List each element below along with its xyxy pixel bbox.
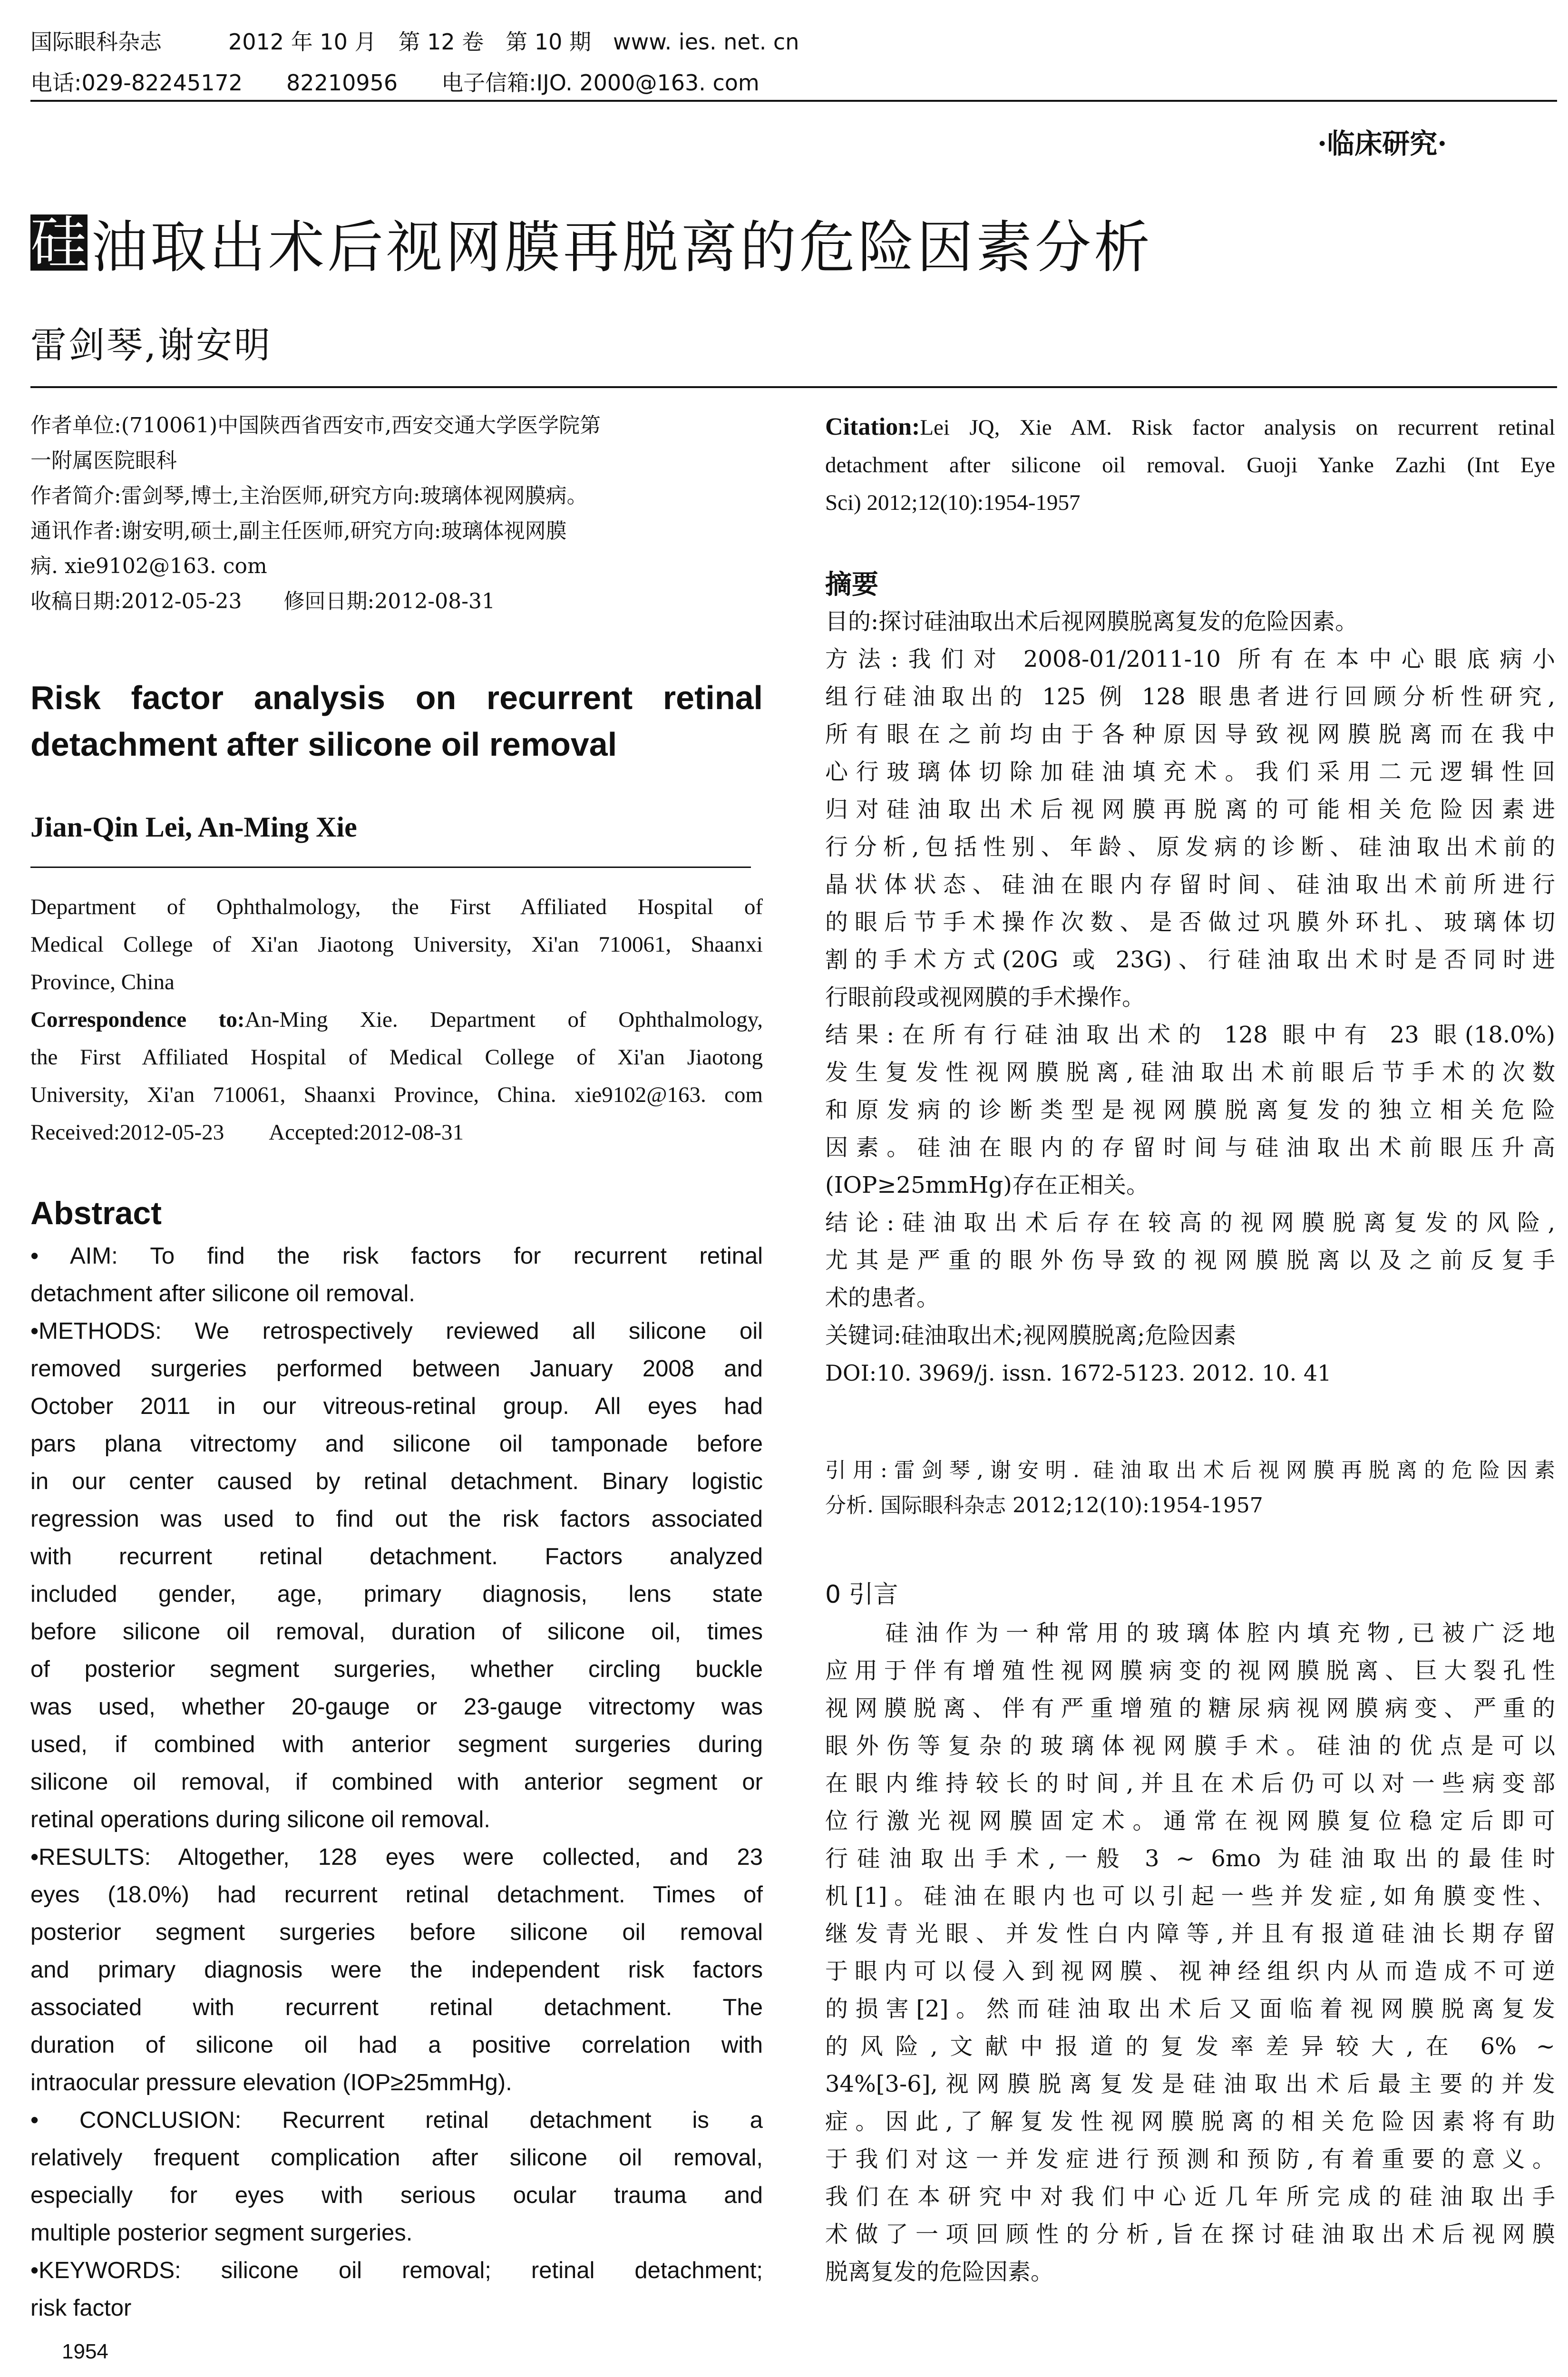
title-text: 油取出术后视网膜再脱离的危险因素分析 — [91, 214, 1153, 280]
intro-line: 我们在本研究中对我们中心近几年所完成的硅油取出手 — [825, 2183, 1555, 2210]
english-title — [30, 674, 763, 768]
abstract-line: silicone oil removal, if combined with anterior segment or — [30, 1769, 763, 1795]
abstract-line: was used, whether 20-gauge or 23-gauge vitrectomy was — [30, 1694, 763, 1720]
intro-line: 症。因此,了解复发性视网膜脱离的相关危险因素将有助 — [825, 2108, 1555, 2135]
abstract-line: before silicone oil removal, duration of silicone oil, times — [30, 1619, 763, 1645]
abstract-line: with recurrent retinal detachment. Factors analyzed — [30, 1544, 763, 1569]
intro-line: 位行激光视网膜固定术。通常在视网膜复位稳定后即可 — [825, 1808, 1555, 1834]
abstract-line: posterior segment surgeries before silicone oil removal — [30, 1919, 763, 1945]
left-meta — [30, 408, 763, 619]
cn-abstract-line: 因素。硅油在眼内的存留时间与硅油取出术前眼压升高 — [825, 1134, 1555, 1161]
correspondence-line: University, Xi'an 710061, Shaanxi Province, China. xie9102@163. com — [30, 1082, 763, 1107]
abstract-line: October 2011 in our vitreous-retinal group. All eyes had — [30, 1393, 763, 1419]
received-accepted: Received:2012-05-23 Accepted:2012-08-31 — [30, 1120, 464, 1145]
cn-abstract-line: 行眼前段或视网膜的手术操作。 — [825, 984, 1145, 1011]
meta-line: 收稿日期:2012-05-23 修回日期:2012-08-31 — [30, 589, 496, 614]
correspondence-line: the First Affiliated Hospital of Medical College of Xi'an Jiaotong — [30, 1045, 763, 1070]
intro-line: 机[1]。硅油在眼内也可以引起一些并发症,如角膜变性、 — [825, 1883, 1555, 1909]
authors-rule — [30, 867, 751, 868]
intro-line: 硅油作为一种常用的玻璃体腔内填充物,已被广泛地 — [825, 1620, 1555, 1646]
citation-text: Lei JQ, Xie AM. Risk factor analysis on recurrent retinal — [920, 415, 1555, 440]
abstract-line: detachment after silicone oil removal. — [30, 1281, 415, 1306]
cn-abstract-line: 归对硅油取出术后视网膜再脱离的可能相关危险因素进 — [825, 796, 1555, 823]
cn-abstract-line: 所有眼在之前均由于各种原因导致视网膜脱离而在我中 — [825, 721, 1555, 748]
affiliation-line: Province, China — [30, 970, 175, 994]
title-drop-cap: 硅 — [30, 210, 90, 275]
cn-cite-block — [825, 1453, 1555, 1523]
cn-abstract-line: 发生复发性视网膜脱离,硅油取出术前眼后节手术的次数 — [825, 1059, 1555, 1086]
abstract-line: used, if combined with anterior segment surgeries during — [30, 1732, 763, 1757]
cn-abstract-line: 尤其是严重的眼外伤导致的视网膜脱离以及之前反复手 — [825, 1247, 1555, 1274]
abstract-line: retinal operations during silicone oil removal. — [30, 1807, 490, 1832]
intro-line: 行硅油取出手术,一般 3 ~ 6mo 为硅油取出的最佳时 — [825, 1845, 1555, 1872]
journal-name: 国际眼科杂志 — [30, 29, 162, 55]
cn-abstract-line: 行分析,包括性别、年龄、原发病的诊断、硅油取出术前的 — [825, 834, 1555, 860]
intro-line: 应用于伴有增殖性视网膜病变的视网膜脱离、巨大裂孔性 — [825, 1657, 1555, 1684]
intro-line: 视网膜脱离、伴有严重增殖的糖尿病视网膜病变、严重的 — [825, 1695, 1555, 1722]
journal-issue: 2012 年 10 月 第 12 卷 第 10 期 www. ies. net. cn — [228, 29, 799, 55]
abstract-heading: Abstract — [30, 1195, 162, 1231]
intro-line: 34%[3-6],视网膜脱离复发是硅油取出术后最主要的并发 — [825, 2071, 1555, 2097]
intro-line: 继发青光眼、并发性白内障等,并且有报道硅油长期存留 — [825, 1920, 1555, 1947]
header-rule — [30, 100, 1557, 102]
intro-line: 于眼内可以侵入到视网膜、视神经组织内从而造成不可逆 — [825, 1958, 1555, 1985]
english-authors: Jian-Qin Lei, An-Ming Xie — [30, 811, 357, 843]
abstract-line: risk factor — [30, 2295, 132, 2321]
meta-line: 一附属医院眼科 — [30, 448, 177, 473]
intro-line: 眼外伤等复杂的玻璃体视网膜手术。硅油的优点是可以 — [825, 1733, 1555, 1759]
citation-block — [825, 408, 1555, 522]
abstract-line: regression was used to find out the risk factors associated — [30, 1506, 763, 1532]
correspondence-text: An-Ming Xie. Department of Ophthalmology, — [244, 1007, 763, 1032]
affiliation-line: Department of Ophthalmology, the First Affiliated Hospital of — [30, 895, 763, 919]
cn-abstract-line: 目的:探讨硅油取出术后视网膜脱离复发的危险因素。 — [825, 608, 1358, 635]
title-rule — [30, 386, 1557, 388]
meta-line: 病. xie9102@163. com — [30, 554, 267, 578]
cn-abstract-line: 的眼后节手术操作次数、是否做过巩膜外环扎、玻璃体切 — [825, 909, 1555, 935]
cn-abstract-line: 心行玻璃体切除加硅油填充术。我们采用二元逻辑性回 — [825, 759, 1555, 785]
abstract-line: • CONCLUSION: Recurrent retinal detachment is a — [30, 2107, 763, 2133]
page-title — [30, 202, 1153, 283]
intro-heading: 0 引言 — [825, 1580, 898, 1609]
citation-label: Citation: — [825, 413, 920, 440]
abstract-body — [30, 1237, 763, 2327]
correspondence-line — [30, 1001, 763, 1039]
intro-line: 的损害[2]。然而硅油取出术后又面临着视网膜脱离复发 — [825, 1996, 1555, 2022]
citation-line: Sci) 2012;12(10):1954-1957 — [825, 490, 1081, 515]
meta-line: 作者简介:雷剑琴,博士,主治医师,研究方向:玻璃体视网膜病。 — [30, 484, 588, 508]
cn-abstract-line: 术的患者。 — [825, 1285, 940, 1311]
intro-line: 的风险,文献中报道的复发率差异较大,在 6% ~ — [825, 2033, 1555, 2060]
abstract-line: duration of silicone oil had a positive correlation with — [30, 2032, 763, 2058]
cn-cite-line: 分析. 国际眼科杂志 2012;12(10):1954-1957 — [825, 1493, 1263, 1518]
correspondence-label: Correspondence to: — [30, 1007, 245, 1032]
cn-cite-line: 引用:雷剑琴,谢安明. 硅油取出术后视网膜再脱离的危险因素 — [825, 1458, 1555, 1482]
abstract-line: of posterior segment surgeries, whether circling buckle — [30, 1656, 763, 1682]
doi-line: DOI:10. 3969/j. issn. 1672-5123. 2012. 10. 41 — [825, 1360, 1332, 1386]
cn-abstract-body — [825, 603, 1555, 1392]
abstract-line: • AIM: To find the risk factors for recurrent retinal — [30, 1243, 763, 1269]
section-label: ·临床研究· — [1317, 127, 1447, 160]
cn-abstract-line: 结果:在所有行硅油取出术的 128 眼中有 23 眼(18.0%) — [825, 1022, 1555, 1048]
intro-line: 脱离复发的危险因素。 — [825, 2259, 1054, 2285]
abstract-line: and primary diagnosis were the independent risk factors — [30, 1957, 763, 1983]
cn-abstract-line: 结论:硅油取出术后存在较高的视网膜脱离复发的风险, — [825, 1209, 1555, 1236]
abstract-line: in our center caused by retinal detachment. Binary logistic — [30, 1469, 763, 1494]
journal-contact: 电话:029-82245172 82210956 电子信箱:IJO. 2000@163. com — [30, 70, 760, 96]
authors-cn: 雷剑琴,谢安明 — [30, 324, 273, 366]
cn-abstract-line: 关键词:硅油取出术;视网膜脱离;危险因素 — [825, 1322, 1237, 1349]
abstract-line: multiple posterior segment surgeries. — [30, 2220, 413, 2246]
cn-abstract-line: (IOP≥25mmHg)存在正相关。 — [825, 1172, 1149, 1198]
intro-line: 在眼内维持较长的时间,并且在术后仍可以对一些病变部 — [825, 1770, 1555, 1797]
abstract-line: removed surgeries performed between January 2008 and — [30, 1356, 763, 1382]
abstract-line: relatively frequent complication after silicone oil removal, — [30, 2145, 763, 2171]
meta-line: 作者单位:(710061)中国陕西省西安市,西安交通大学医学院第 — [30, 413, 601, 438]
abstract-line: •RESULTS: Altogether, 128 eyes were collected, and 23 — [30, 1844, 763, 1870]
intro-line: 于我们对这一并发症进行预测和预防,有着重要的意义。 — [825, 2146, 1555, 2172]
en-title-line: Risk factor analysis on recurrent retinal — [30, 679, 763, 716]
cn-abstract-heading: 摘要 — [825, 569, 878, 600]
affiliation-line: Medical College of Xi'an Jiaotong University, Xi'an 710061, Shaanxi — [30, 932, 763, 957]
cn-abstract-line: 割的手术方式(20G 或 23G)、行硅油取出术时是否同时进 — [825, 946, 1555, 973]
cn-abstract-line: 和原发病的诊断类型是视网膜脱离复发的独立相关危险 — [825, 1097, 1555, 1123]
abstract-line: especially for eyes with serious ocular trauma and — [30, 2182, 763, 2208]
abstract-line: included gender, age, primary diagnosis, lens state — [30, 1581, 763, 1607]
citation-line — [825, 408, 1555, 447]
cn-abstract-line: 晶状体状态、硅油在眼内存留时间、硅油取出术前所进行 — [825, 871, 1555, 898]
citation-line: detachment after silicone oil removal. Guoji Yanke Zazhi (Int Eye — [825, 453, 1555, 477]
meta-line: 通讯作者:谢安明,硕士,副主任医师,研究方向:玻璃体视网膜 — [30, 519, 567, 543]
abstract-line: intraocular pressure elevation (IOP≥25mmHg). — [30, 2070, 512, 2095]
cn-abstract-line: 方法:我们对 2008-01/2011-10 所有在本中心眼底病小 — [825, 646, 1555, 672]
abstract-line: •KEYWORDS: silicone oil removal; retinal detachment; — [30, 2258, 763, 2283]
en-title-line: detachment after silicone oil removal — [30, 726, 617, 763]
abstract-line: •METHODS: We retrospectively reviewed all silicone oil — [30, 1318, 763, 1344]
page-number: 1954 — [62, 2340, 108, 2363]
intro-line: 术做了一项回顾性的分析,旨在探讨硅油取出术后视网膜 — [825, 2221, 1555, 2248]
affiliation — [30, 888, 763, 1151]
intro-body — [825, 1615, 1555, 2291]
abstract-line: eyes (18.0%) had recurrent retinal detachment. Times of — [30, 1882, 763, 1908]
abstract-line: associated with recurrent retinal detachment. The — [30, 1995, 763, 2020]
abstract-line: pars plana vitrectomy and silicone oil tamponade before — [30, 1431, 763, 1457]
cn-abstract-line: 组行硅油取出的 125 例 128 眼患者进行回顾分析性研究, — [825, 683, 1555, 710]
